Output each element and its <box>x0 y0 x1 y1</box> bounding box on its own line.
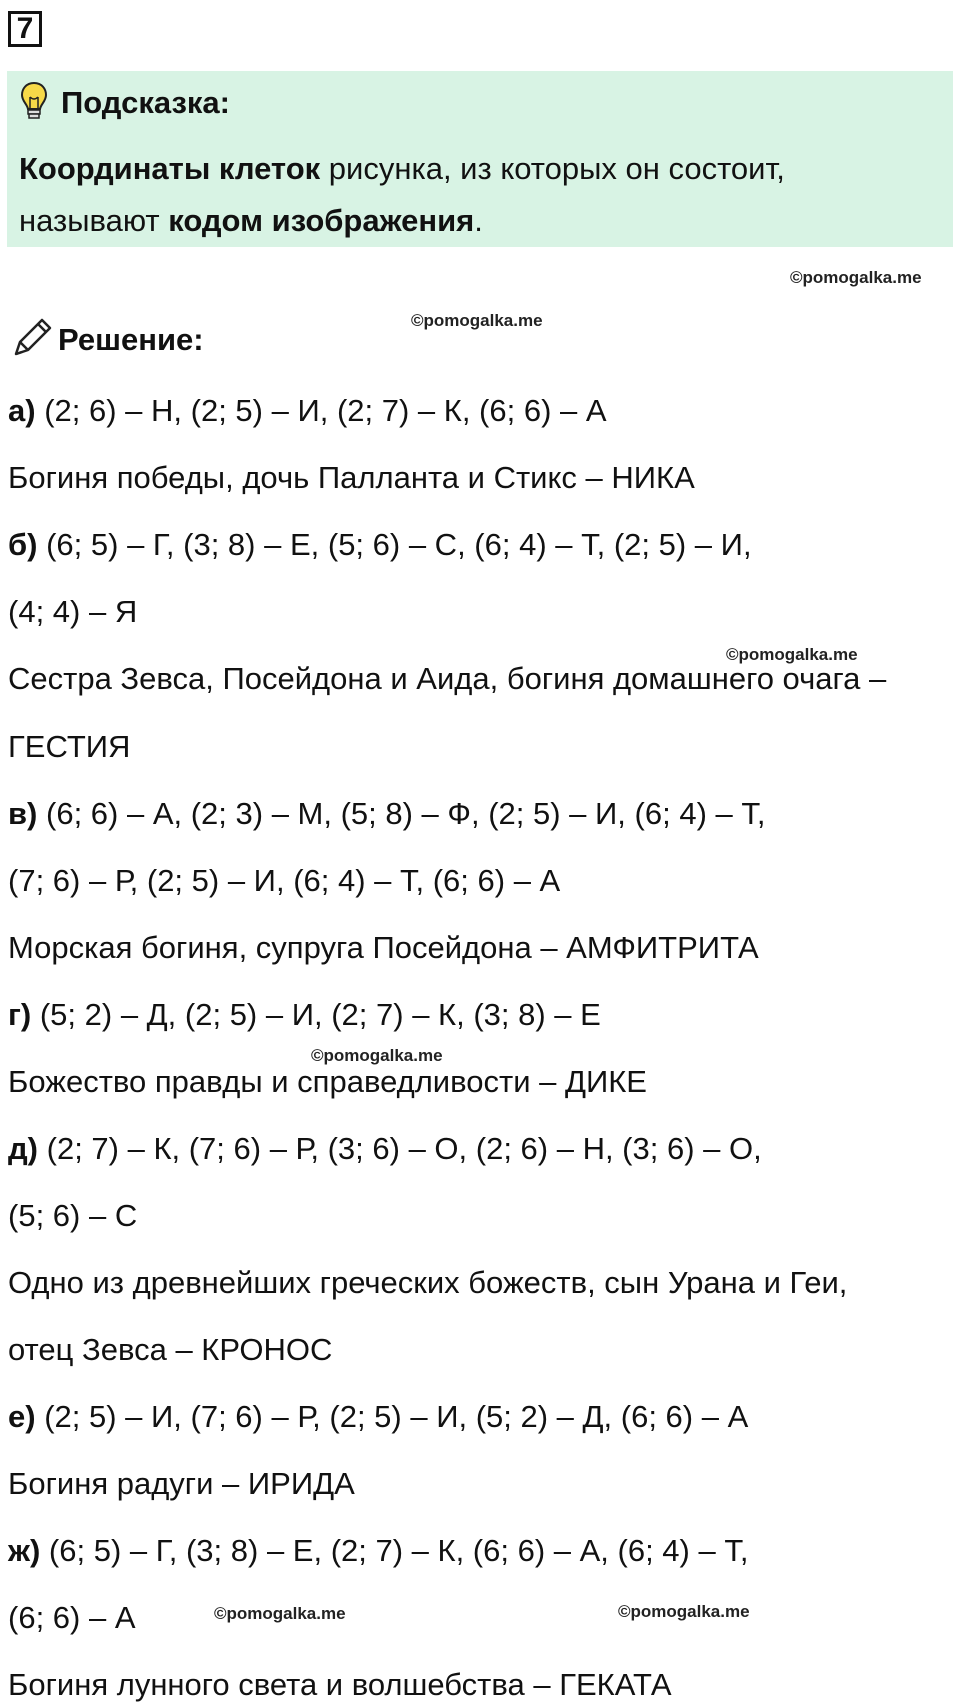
solution-line <box>8 458 695 498</box>
watermark: ©pomogalka.me <box>618 1602 750 1621</box>
solution-line <box>8 1330 332 1370</box>
watermark: ©pomogalka.me <box>790 268 922 287</box>
solution-line <box>8 391 607 431</box>
pencil-icon <box>10 316 54 365</box>
item-label: г) <box>8 997 32 1032</box>
line-text: (2; 5) – И, (7; 6) – Р, (2; 5) – И, (5; 2) – Д, (6; 6) – А <box>35 1399 749 1434</box>
line-text: (7; 6) – Р, (2; 5) – И, (6; 4) – Т, (6; 6) – А <box>8 863 561 898</box>
solution-line <box>8 1263 847 1303</box>
item-label: а) <box>8 393 36 428</box>
line-text: (5; 6) – С <box>8 1198 138 1233</box>
watermark: ©pomogalka.me <box>726 645 858 664</box>
line-text: Морская богиня, супруга Посейдона – АМФИТРИТА <box>8 930 759 965</box>
lightbulb-icon <box>19 81 49 126</box>
solution-line <box>8 928 759 968</box>
hint-bold-2: кодом изображения <box>168 203 475 238</box>
task-number: 7 <box>8 11 42 47</box>
item-label: е) <box>8 1399 36 1434</box>
line-text: (2; 6) – Н, (2; 5) – И, (2; 7) – К, (6; 6) – А <box>35 393 607 428</box>
line-text: Сестра Зевса, Посейдона и Аида, богиня домашнего очага – <box>8 661 887 696</box>
hint-header <box>19 83 230 123</box>
solution-line <box>8 1062 647 1102</box>
line-text: (4; 4) – Я <box>8 594 138 629</box>
line-text: отец Зевса – КРОНОС <box>8 1332 333 1367</box>
watermark: ©pomogalka.me <box>214 1604 346 1623</box>
solution-line <box>8 727 130 767</box>
line-text: (5; 2) – Д, (2; 5) – И, (2; 7) – К, (3; 8) – Е <box>31 997 601 1032</box>
solution-line <box>8 794 765 834</box>
solution-header <box>10 318 204 362</box>
line-text: (6; 5) – Г, (3; 8) – Е, (5; 6) – С, (6; 4) – Т, (2; 5) – И, <box>37 527 752 562</box>
solution-title: Решение: <box>58 322 204 357</box>
hint-box <box>7 71 953 247</box>
line-text: (6; 5) – Г, (3; 8) – Е, (2; 7) – К, (6; 6) – А, (6; 4) – Т, <box>40 1533 749 1568</box>
line-text: (2; 7) – К, (7; 6) – Р, (3; 6) – О, (2; 6) – Н, (3; 6) – О, <box>38 1131 762 1166</box>
hint-text-1: рисунка, из которых он состоит, <box>320 151 785 186</box>
solution-line <box>8 525 752 565</box>
solution-line <box>8 1665 672 1705</box>
watermark: ©pomogalka.me <box>411 311 543 330</box>
line-text: Богиня лунного света и волшебства – ГЕКАТА <box>8 1667 672 1702</box>
solution-line <box>8 1129 762 1169</box>
line-text: (6; 6) – А <box>8 1600 136 1635</box>
solution-line <box>8 861 560 901</box>
solution-line <box>8 1196 137 1236</box>
line-text: Богиня радуги – ИРИДА <box>8 1466 355 1501</box>
item-label: в) <box>8 796 38 831</box>
solution-line <box>8 1397 748 1437</box>
solution-line <box>8 995 601 1035</box>
solution-line <box>8 1598 136 1638</box>
watermark: ©pomogalka.me <box>311 1046 443 1065</box>
solution-line <box>8 592 137 632</box>
line-text: (6; 6) – А, (2; 3) – М, (5; 8) – Ф, (2; 5) – И, (6; 4) – Т, <box>37 796 766 831</box>
hint-title: Подсказка: <box>61 85 230 120</box>
line-text: Божество правды и справедливости – ДИКЕ <box>8 1064 647 1099</box>
solution-line <box>8 1464 355 1504</box>
solution-line <box>8 659 886 699</box>
hint-text-2: называют <box>19 203 169 238</box>
hint-text <box>19 143 939 247</box>
item-label: д) <box>8 1131 39 1166</box>
item-label: ж) <box>8 1533 41 1568</box>
line-text: ГЕСТИЯ <box>8 729 131 764</box>
item-label: б) <box>8 527 38 562</box>
hint-text-3: . <box>474 203 483 238</box>
line-text: Одно из древнейших греческих божеств, сын Урана и Геи, <box>8 1265 848 1300</box>
solution-line <box>8 1531 748 1571</box>
hint-bold-1: Координаты клеток <box>19 151 321 186</box>
line-text: Богиня победы, дочь Палланта и Стикс – НИКА <box>8 460 695 495</box>
